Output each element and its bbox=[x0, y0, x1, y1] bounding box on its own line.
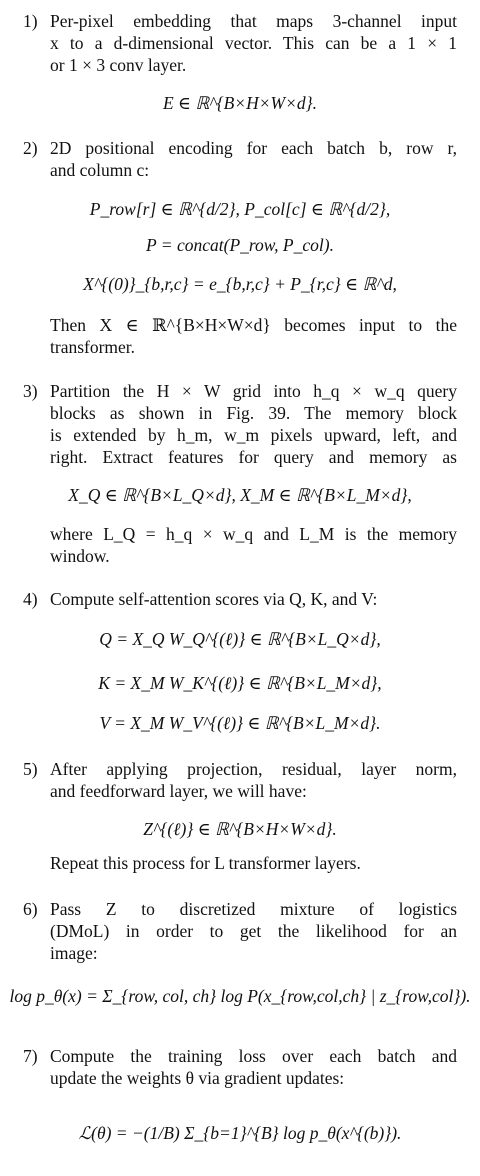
text-line: update the weights θ via gradient updates: bbox=[50, 1068, 345, 1088]
step-text bbox=[50, 898, 457, 964]
equation: Z^{(ℓ)} ∈ ℝ^{B×H×W×d}. bbox=[143, 819, 337, 839]
text-line: transformer. bbox=[50, 337, 136, 357]
equation: X^{(0)}_{b,r,c} = e_{b,r,c} + P_{r,c} ∈ ℝ^d, bbox=[83, 274, 397, 294]
text-line: where L_Q = h_q × w_q and L_M is the memory bbox=[50, 524, 457, 544]
text-line: Repeat this process for L transformer layers. bbox=[50, 853, 361, 873]
text-line: After applying projection, residual, layer norm, bbox=[50, 759, 457, 779]
equation: E ∈ ℝ^{B×H×W×d}. bbox=[162, 93, 318, 113]
text-line: and feedforward layer, we will have: bbox=[50, 781, 307, 801]
text-line: or 1 × 3 conv layer. bbox=[50, 55, 187, 75]
text-line: (DMoL) in order to get the likelihood for an bbox=[50, 921, 457, 941]
step-number: 6) bbox=[23, 899, 38, 919]
step-text-after bbox=[50, 852, 457, 874]
text-line: Per-pixel embedding that maps 3-channel input bbox=[50, 11, 457, 31]
step-number: 3) bbox=[23, 381, 38, 401]
text-line: Compute self-attention scores via Q, K, and V: bbox=[50, 589, 378, 609]
step-text bbox=[50, 380, 457, 468]
text-line: Partition the H × W grid into h_q × w_q query bbox=[50, 381, 457, 401]
equation: P_row[r] ∈ ℝ^{d/2}, P_col[c] ∈ ℝ^{d/2}, bbox=[89, 199, 391, 219]
step-number: 7) bbox=[23, 1046, 38, 1066]
step-text-after bbox=[50, 314, 457, 358]
step-text bbox=[50, 137, 457, 181]
equation: Q = X_Q W_Q^{(ℓ)} ∈ ℝ^{B×L_Q×d}, bbox=[99, 629, 381, 649]
step-text-after bbox=[50, 523, 457, 567]
step-number: 2) bbox=[23, 138, 38, 158]
equation: X_Q ∈ ℝ^{B×L_Q×d}, X_M ∈ ℝ^{B×L_M×d}, bbox=[68, 485, 412, 505]
equation: log p_θ(x) = Σ_{row, col, ch} log P(x_{row,col,ch} | z_{row,col}). bbox=[9, 986, 471, 1006]
step-number: 1) bbox=[23, 11, 38, 31]
text-line: Pass Z to discretized mixture of logistics bbox=[50, 899, 457, 919]
text-line: Compute the training loss over each batch and bbox=[50, 1046, 457, 1066]
equation: V = X_M W_V^{(ℓ)} ∈ ℝ^{B×L_M×d}. bbox=[99, 713, 381, 733]
step-number: 4) bbox=[23, 589, 38, 609]
step-text bbox=[50, 758, 457, 802]
text-line: Then X ∈ ℝ^{B×H×W×d} becomes input to the bbox=[50, 315, 457, 335]
step-number: 5) bbox=[23, 759, 38, 779]
text-line: window. bbox=[50, 546, 110, 566]
equation: P = concat(P_row, P_col). bbox=[146, 235, 334, 255]
step-text bbox=[50, 10, 457, 76]
text-line: x to a d-dimensional vector. This can be a 1 × 1 bbox=[50, 33, 457, 53]
equation: ℒ(θ) = −(1/B) Σ_{b=1}^{B} log p_θ(x^{(b)}). bbox=[78, 1123, 402, 1143]
text-line: is extended by h_m, w_m pixels upward, left, and bbox=[50, 425, 457, 445]
text-line: 2D positional encoding for each batch b, row r, bbox=[50, 138, 457, 158]
text-line: image: bbox=[50, 943, 98, 963]
equation: K = X_M W_K^{(ℓ)} ∈ ℝ^{B×L_M×d}, bbox=[98, 673, 382, 693]
text-line: right. Extract features for query and memory as bbox=[50, 447, 457, 467]
step-text bbox=[50, 1045, 457, 1089]
text-line: and column c: bbox=[50, 160, 150, 180]
text-line: blocks as shown in Fig. 39. The memory block bbox=[50, 403, 457, 423]
step-text bbox=[50, 588, 457, 610]
